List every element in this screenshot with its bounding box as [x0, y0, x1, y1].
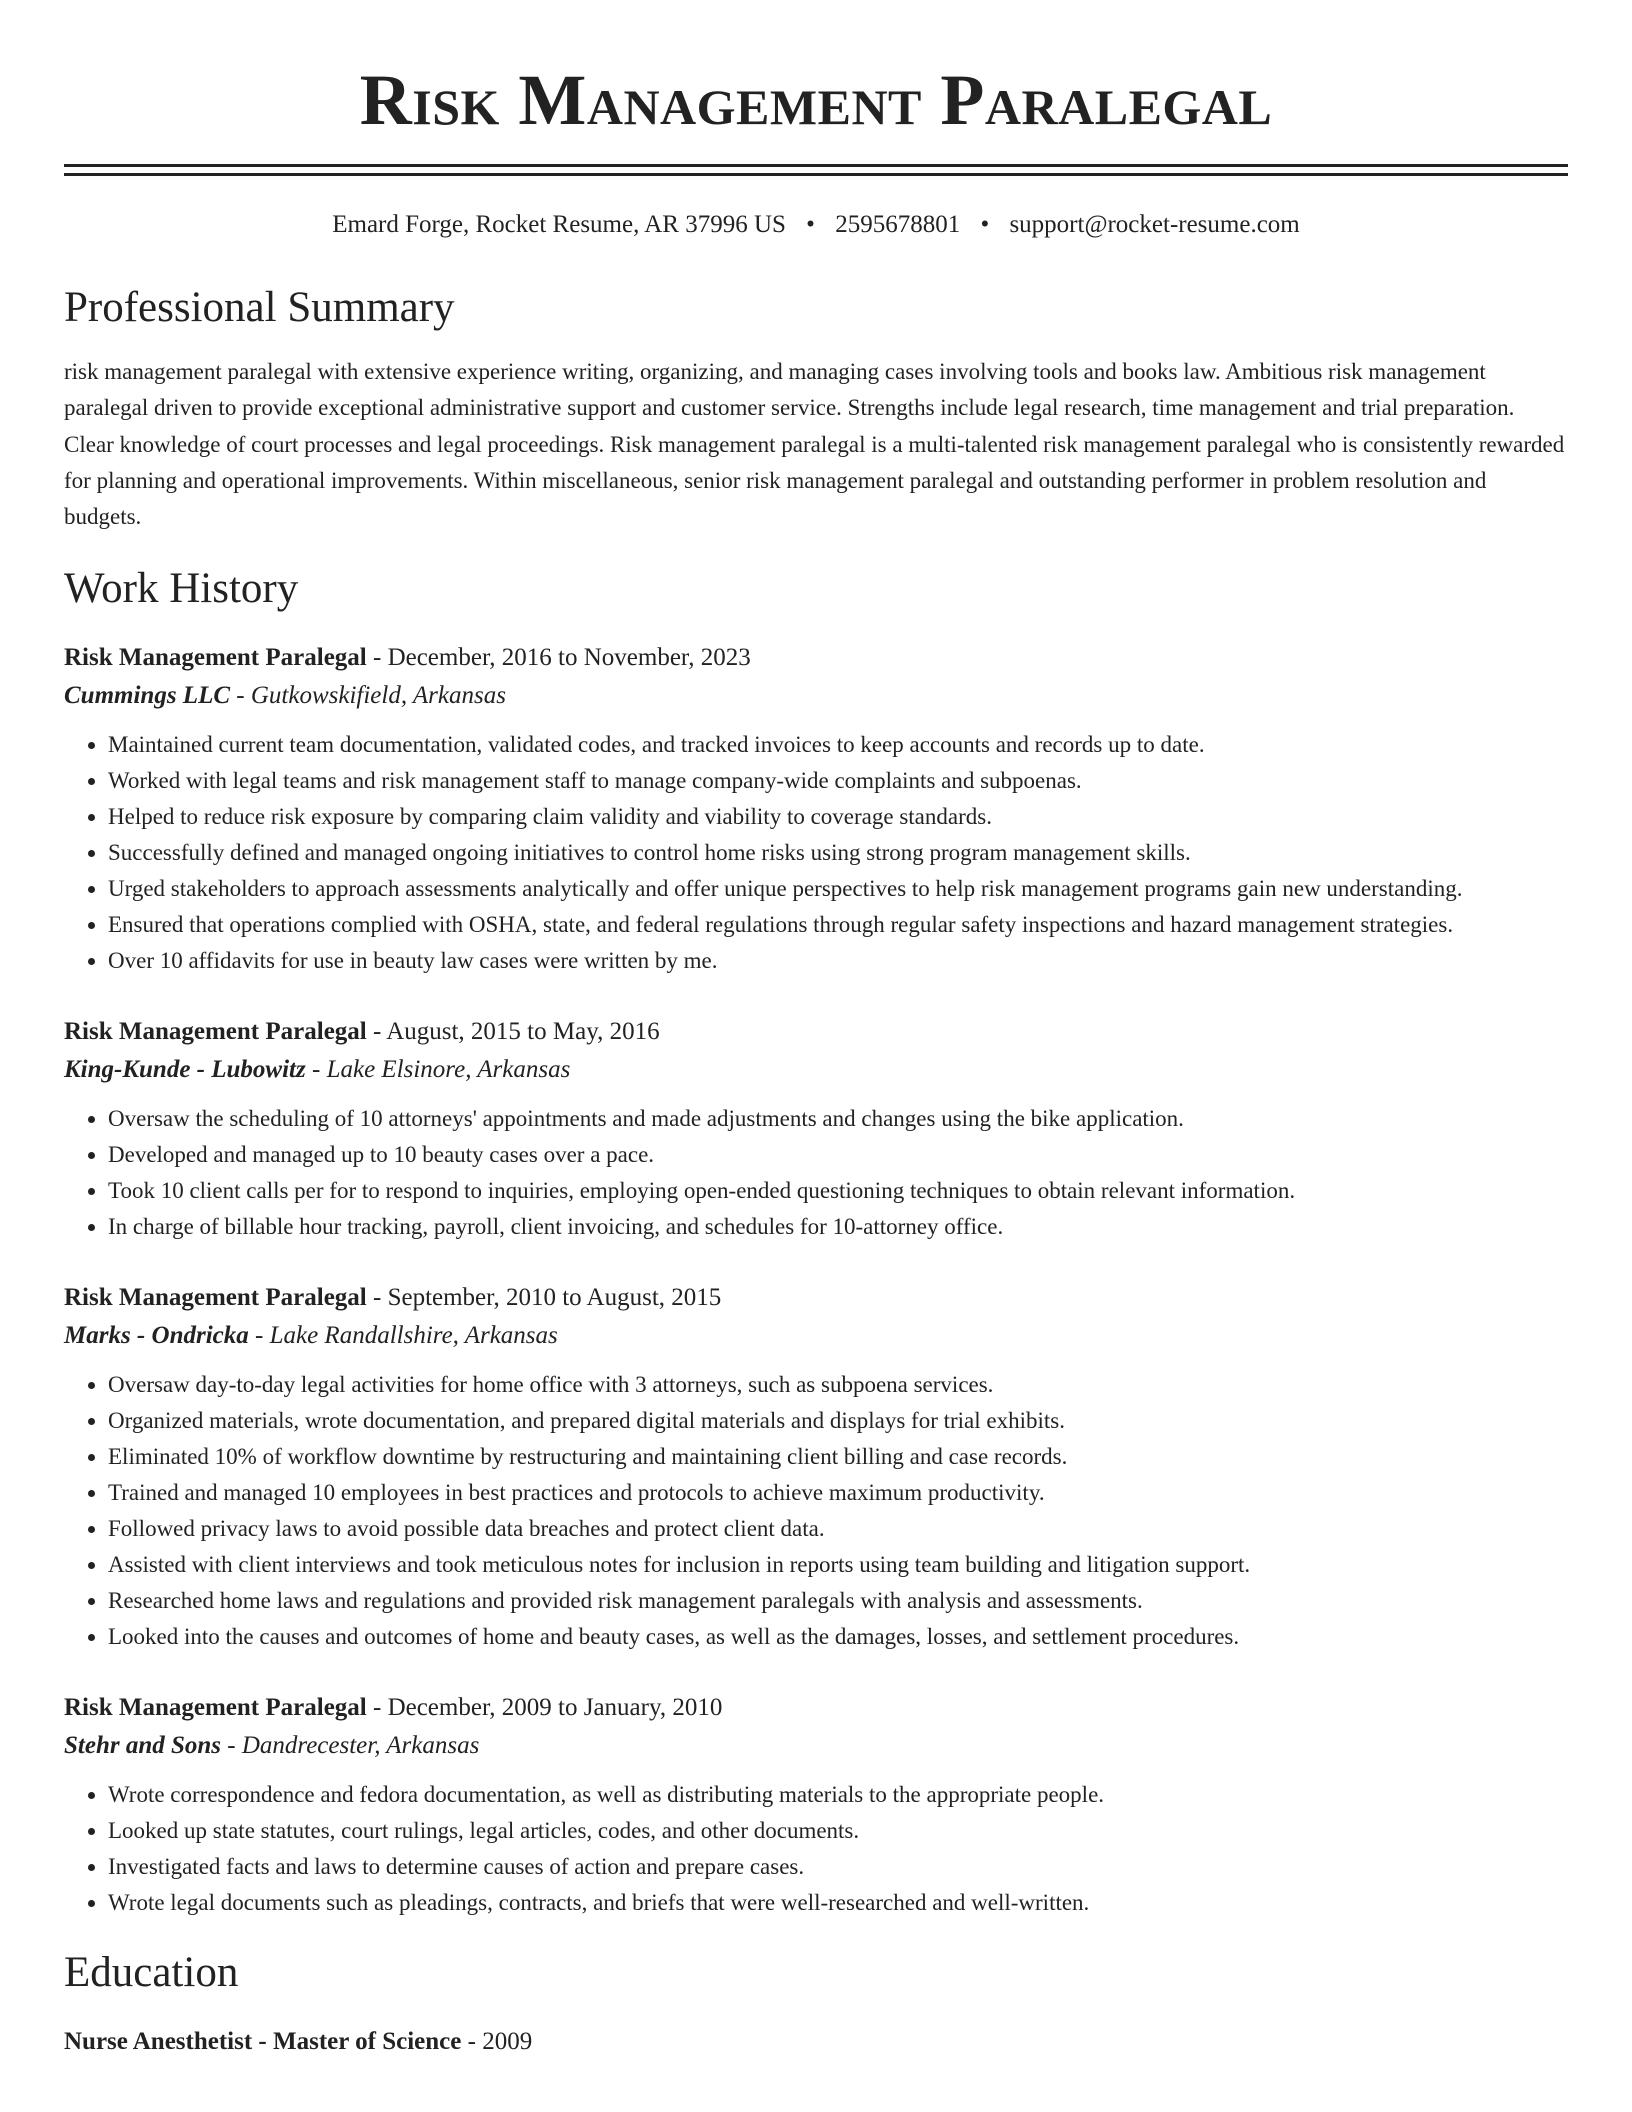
- job-title: Risk Management Paralegal: [64, 1018, 367, 1046]
- bullet-separator-icon: •: [980, 211, 990, 238]
- contact-email: support@rocket-resume.com: [1009, 211, 1300, 238]
- job-location: Dandrecester, Arkansas: [241, 1732, 480, 1760]
- job-title-line: [64, 639, 1568, 677]
- job-title-line: [64, 1279, 1568, 1317]
- list-item: • Researched home laws and regulations and provided risk management paralegals with analysis and assessments.: [108, 1583, 1568, 1619]
- dash-separator: -: [372, 1694, 388, 1722]
- dash-separator: -: [372, 1284, 388, 1312]
- list-item: • Organized materials, wrote documentation, and prepared digital materials and displays for trial exhibits.: [108, 1403, 1568, 1439]
- list-item: • Urged stakeholders to approach assessments analytically and offer unique perspectives to help risk management programs gain new understanding.: [108, 871, 1568, 907]
- list-item: • Maintained current team documentation, validated codes, and tracked invoices to keep accounts and records up to date.: [108, 727, 1568, 763]
- dash-separator: -: [372, 1018, 387, 1046]
- list-item: • In charge of billable hour tracking, payroll, client invoicing, and schedules for 10-attorney office.: [108, 1209, 1568, 1245]
- work-history-heading: Work History: [64, 565, 299, 613]
- job-bullets: [64, 727, 1568, 979]
- dash-separator: -: [467, 2028, 483, 2056]
- list-item: • Trained and managed 10 employees in best practices and protocols to achieve maximum productivity.: [108, 1475, 1568, 1511]
- list-item: • Successfully defined and managed ongoing initiatives to control home risks using strong program management skills.: [108, 835, 1568, 871]
- job-title: Risk Management Paralegal: [64, 1284, 367, 1312]
- list-item: • Ensured that operations complied with OSHA, state, and federal regulations through regular safety inspections and hazard management strategies.: [108, 907, 1568, 943]
- job-bullets: [64, 1101, 1568, 1245]
- job-dates: December, 2009 to January, 2010: [387, 1694, 723, 1722]
- list-item: • Followed privacy laws to avoid possible data breaches and protect client data.: [108, 1511, 1568, 1547]
- list-item: • Looked into the causes and outcomes of home and beauty cases, as well as the damages, losses, and settlement procedures.: [108, 1619, 1568, 1655]
- list-item: • Assisted with client interviews and took meticulous notes for inclusion in reports using team building and litigation support.: [108, 1547, 1568, 1583]
- resume-title: Risk Management Paralegal: [359, 60, 1273, 140]
- job-company: Marks - Ondricka: [64, 1322, 249, 1350]
- list-item: • Worked with legal teams and risk management staff to manage company-wide complaints and subpoenas.: [108, 763, 1568, 799]
- list-item: • Took 10 client calls per for to respond to inquiries, employing open-ended questioning techniques to obtain relevant information.: [108, 1173, 1568, 1209]
- job-company: Cummings LLC: [64, 682, 231, 710]
- list-item: • Wrote correspondence and fedora documentation, as well as distributing materials to the appropriate people.: [108, 1777, 1568, 1813]
- dash-separator: -: [227, 1732, 242, 1760]
- contact-line: [64, 208, 1568, 242]
- list-item: • Oversaw day-to-day legal activities for home office with 3 attorneys, such as subpoena services.: [108, 1367, 1568, 1403]
- job-location: Gutkowskifield, Arkansas: [250, 682, 506, 710]
- job-company-line: [64, 677, 1568, 715]
- education-degree: Nurse Anesthetist - Master of Science: [64, 2028, 462, 2056]
- job-title: Risk Management Paralegal: [64, 1694, 367, 1722]
- job-company-line: [64, 1051, 1568, 1089]
- job-entry: [64, 1279, 1568, 1655]
- job-location: Lake Randallshire, Arkansas: [269, 1322, 558, 1350]
- education-year: 2009: [482, 2028, 533, 2056]
- contact-phone: 2595678801: [835, 211, 961, 238]
- job-entry: [64, 1013, 1568, 1245]
- dash-separator: -: [311, 1056, 327, 1084]
- summary-text: risk management paralegal with extensive experience writing, organizing, and managing cases involving tools and books law. Ambitious risk management paralegal driven to provide exceptional administrative support and customer service. Strengths include legal research, time management and trial preparation. Clear knowledge of court processes and legal proceedings. Risk management paralegal is a multi-talented risk management paralegal who is consistently rewarded for planning and operational improvements. Within miscellaneous, senior risk management paralegal and outstanding performer in problem resolution and budgets.: [64, 359, 1565, 530]
- job-company: King-Kunde - Lubowitz: [64, 1056, 306, 1084]
- list-item: • Wrote legal documents such as pleadings, contracts, and briefs that were well-researched and well-written.: [108, 1885, 1568, 1921]
- list-item: • Developed and managed up to 10 beauty cases over a pace.: [108, 1137, 1568, 1173]
- job-title: Risk Management Paralegal: [64, 644, 367, 672]
- dash-separator: -: [372, 644, 388, 672]
- title-double-rule: [64, 164, 1568, 176]
- job-dates: September, 2010 to August, 2015: [387, 1284, 722, 1312]
- job-dates: December, 2016 to November, 2023: [387, 644, 751, 672]
- job-location: Lake Elsinore, Arkansas: [326, 1056, 571, 1084]
- job-dates: August, 2015 to May, 2016: [386, 1018, 660, 1046]
- list-item: • Over 10 affidavits for use in beauty law cases were written by me.: [108, 943, 1568, 979]
- bullet-separator-icon: •: [806, 211, 815, 238]
- job-title-line: [64, 1013, 1568, 1051]
- job-bullets: [64, 1777, 1568, 1921]
- job-bullets: [64, 1367, 1568, 1655]
- education-entry: [64, 2023, 1568, 2061]
- education-heading: Education: [64, 1949, 239, 1997]
- job-company: Stehr and Sons: [64, 1732, 222, 1760]
- dash-separator: -: [255, 1322, 270, 1350]
- list-item: • Oversaw the scheduling of 10 attorneys' appointments and made adjustments and changes using the bike application.: [108, 1101, 1568, 1137]
- job-company-line: [64, 1727, 1568, 1765]
- contact-address: Emard Forge, Rocket Resume, AR 37996 US: [332, 211, 786, 238]
- list-item: • Eliminated 10% of workflow downtime by restructuring and maintaining client billing and case records.: [108, 1439, 1568, 1475]
- summary-heading: Professional Summary: [64, 284, 455, 331]
- job-company-line: [64, 1317, 1568, 1355]
- list-item: • Helped to reduce risk exposure by comparing claim validity and viability to coverage standards.: [108, 799, 1568, 835]
- job-entry: [64, 639, 1568, 979]
- list-item: • Investigated facts and laws to determine causes of action and prepare cases.: [108, 1849, 1568, 1885]
- job-entry: [64, 1689, 1568, 1921]
- list-item: • Looked up state statutes, court rulings, legal articles, codes, and other documents.: [108, 1813, 1568, 1849]
- job-title-line: [64, 1689, 1568, 1727]
- dash-separator: -: [236, 682, 251, 710]
